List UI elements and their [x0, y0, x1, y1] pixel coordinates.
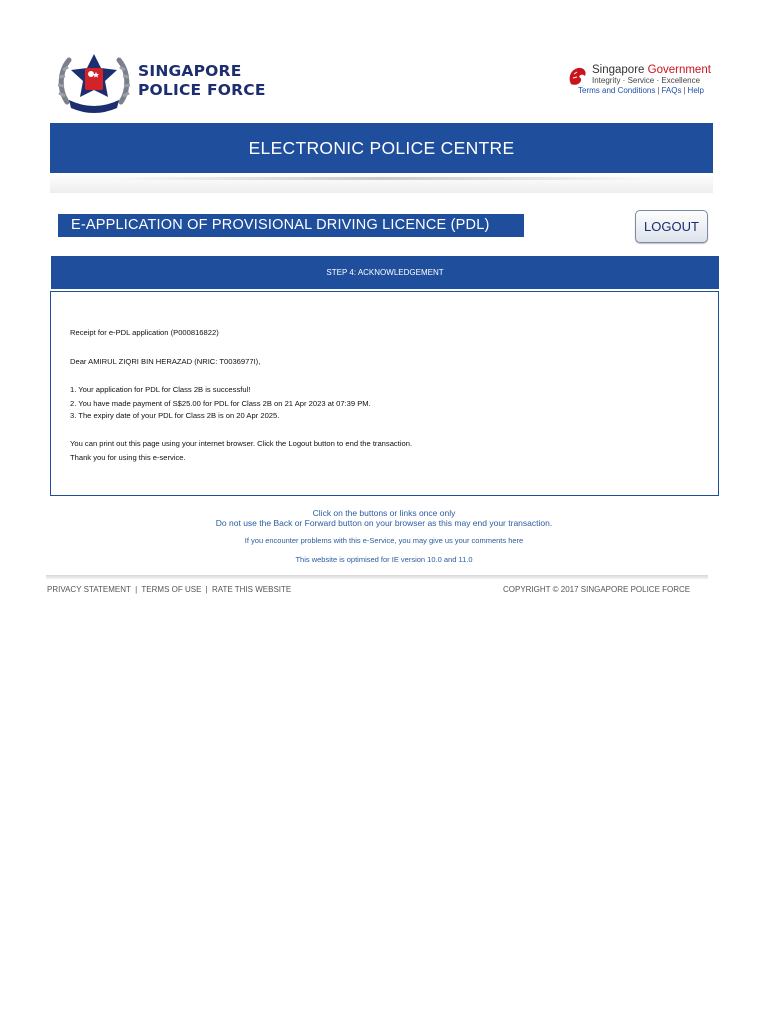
- org-name-line1: SINGAPORE: [138, 62, 242, 80]
- site-banner: ELECTRONIC POLICE CENTRE: [50, 123, 713, 173]
- footer-divider: [46, 575, 708, 579]
- link-separator: |: [657, 86, 660, 95]
- copyright-text: COPYRIGHT © 2017 SINGAPORE POLICE FORCE: [503, 585, 691, 594]
- rate-website-link[interactable]: RATE THIS WEBSITE: [211, 585, 292, 594]
- browser-note: This website is optimised for IE version 10.0 and 11.0: [295, 555, 473, 564]
- banner-shadow-divider: [50, 173, 713, 193]
- notice-once-only: Click on the buttons or links once only: [312, 508, 456, 518]
- result-item: 1. Your application for PDL for Class 2B is successful!: [70, 385, 251, 394]
- logo-motto-text: POLIS: [83, 100, 105, 107]
- greeting-text: Dear AMIRUL ZIQRI BIN HERAZAD (NRIC: T0036977I),: [70, 357, 261, 366]
- footer-links: [47, 585, 291, 594]
- link-separator: |: [203, 585, 210, 594]
- faqs-link[interactable]: FAQs: [661, 86, 682, 95]
- header-links: [578, 86, 704, 95]
- gov-motto: Integrity · Service · Excellence: [592, 76, 701, 85]
- link-separator: |: [683, 86, 686, 95]
- payment-item: 2. You have made payment of S$25.00 for PDL for Class 2B on 21 Apr 2023 at 07:39 PM.: [70, 399, 371, 408]
- logout-button[interactable]: LOGOUT: [635, 210, 708, 243]
- org-name-line2: POLICE FORCE: [138, 81, 266, 99]
- terms-of-use-link[interactable]: TERMS OF USE: [141, 585, 202, 594]
- gov-title-word1: Singapore: [592, 64, 645, 76]
- thanks-text: Thank you for using this e-service.: [70, 453, 186, 462]
- notice-back-forward: Do not use the Back or Forward button on your browser as this may end your transaction.: [215, 518, 553, 528]
- privacy-statement-link[interactable]: PRIVACY STATEMENT: [47, 585, 131, 594]
- print-note: You can print out this page using your internet browser. Click the Logout button to end the transaction.: [70, 439, 413, 448]
- receipt-text: Receipt for e-PDL application (P000816822): [70, 328, 219, 337]
- spf-logo-icon[interactable]: [55, 50, 133, 116]
- link-separator: |: [132, 585, 140, 594]
- org-name: [138, 62, 266, 100]
- gov-title-word2: Government: [647, 64, 711, 76]
- comments-link[interactable]: If you encounter problems with this e-Service, you may give us your comments here: [244, 536, 524, 545]
- help-link[interactable]: Help: [687, 86, 704, 95]
- gov-title: [592, 64, 711, 76]
- page-title: E-APPLICATION OF PROVISIONAL DRIVING LICENCE (PDL): [58, 214, 524, 237]
- step-header: STEP 4: ACKNOWLEDGEMENT: [51, 256, 719, 289]
- lion-head-icon: [568, 66, 588, 88]
- acknowledgement-panel: [50, 291, 719, 496]
- terms-link[interactable]: Terms and Conditions: [578, 86, 656, 95]
- expiry-item: 3. The expiry date of your PDL for Class 2B is on 20 Apr 2025.: [70, 411, 280, 420]
